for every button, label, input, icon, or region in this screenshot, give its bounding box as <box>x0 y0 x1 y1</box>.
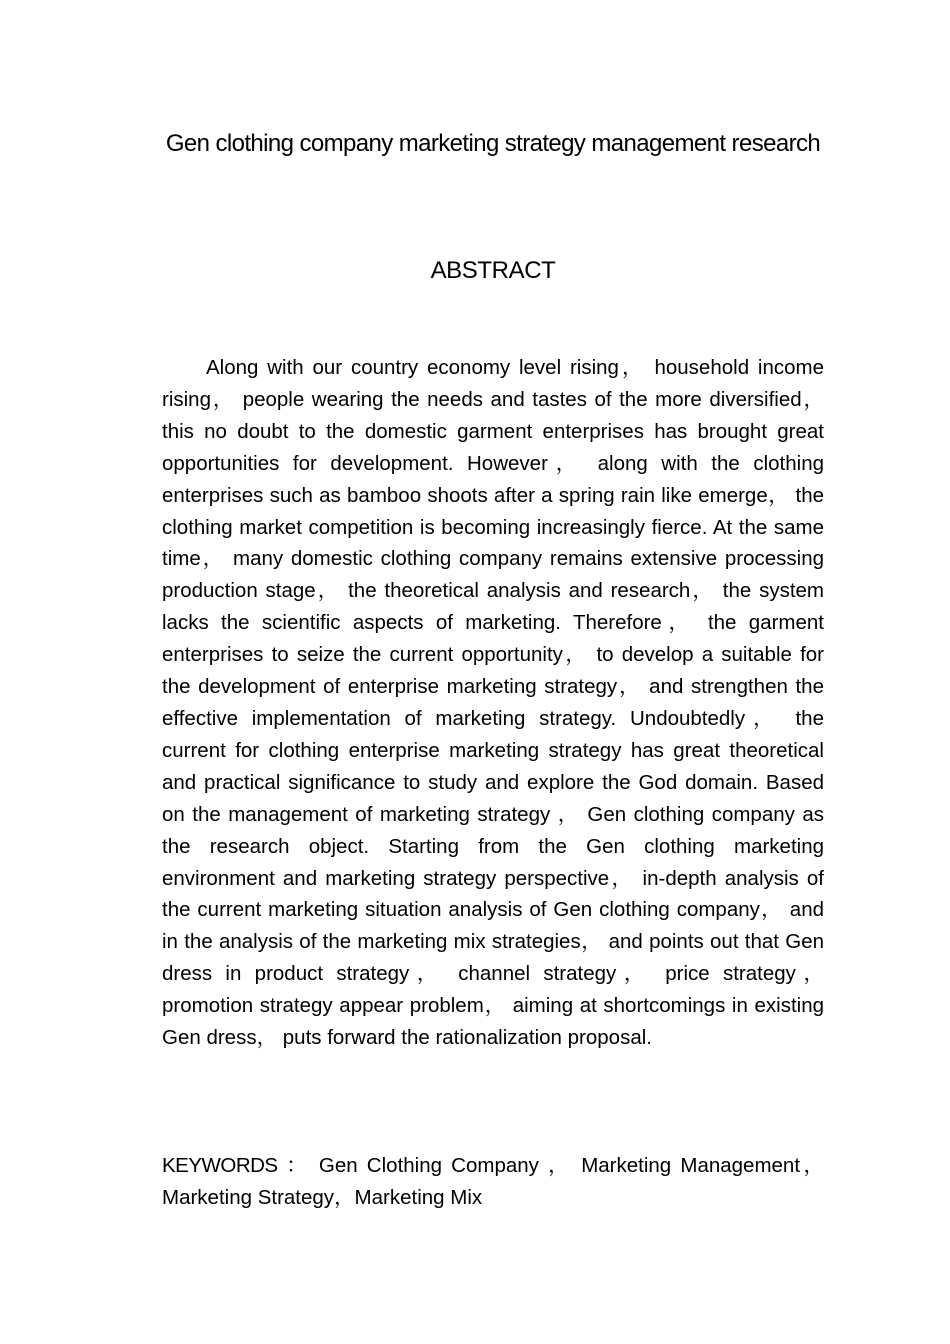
keywords-paragraph <box>162 1150 824 1213</box>
abstract-paragraph: Along with our country economy level rising， household income rising， people wearing the needs and tastes of the more diversified， this no doubt to the domestic garment enterprises has brought great opportunities for development. However， along with the clothing enterprises such as bamboo shoots after a spring rain like emerge， the clothing market competition is becoming increasingly fierce. At the same time， many domestic clothing company remains extensive processing production stage， the theoretical analysis and research， the system lacks the scientific aspects of marketing. Therefore， the garment enterprises to seize the current opportunity， to develop a suitable for the development of enterprise marketing strategy， and strengthen the effective implementation of marketing strategy. Undoubtedly， the current for clothing enterprise marketing strategy has great theoretical and practical significance to study and explore the God domain. Based on the management of marketing strategy ， Gen clothing company as the research object. Starting from the Gen clothing marketing environment and marketing strategy perspective， in-depth analysis of the current marketing situation analysis of Gen clothing company， and in the analysis of the marketing mix strategies， and points out that Gen dress in product strategy， channel strategy， price strategy， promotion strategy appear problem， aiming at shortcomings in existing Gen dress， puts forward the rationalization proposal. <box>162 356 824 1050</box>
paper-title: Gen clothing company marketing strategy management research <box>165 130 821 157</box>
keywords-list: Gen Clothing Company ， Marketing Management，Marketing Strategy，Marketing Mix <box>162 1154 824 1209</box>
abstract-heading: ABSTRACT <box>430 257 556 284</box>
keywords-label: KEYWORDS ： <box>162 1154 310 1177</box>
